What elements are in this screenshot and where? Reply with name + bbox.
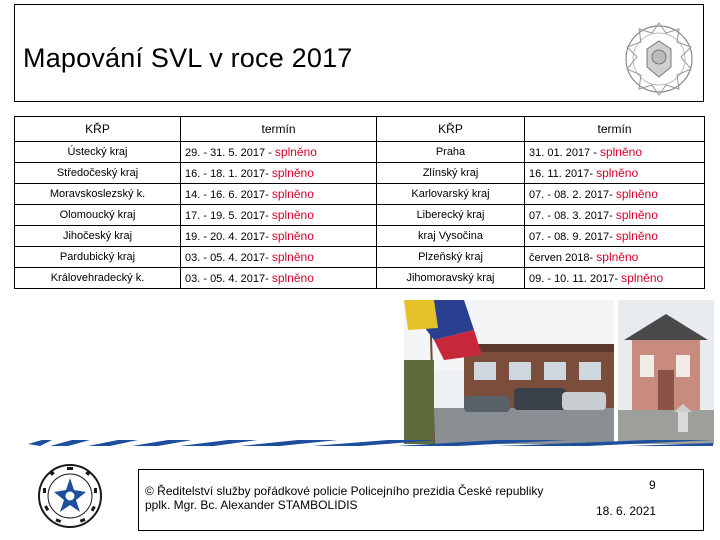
term-cell [525, 226, 705, 247]
region-cell: Plzeňský kraj [377, 247, 525, 268]
term-date: 03. - 05. 4. 2017- [185, 252, 272, 264]
term-date: 03. - 05. 4. 2017- [185, 273, 272, 285]
region-cell: Liberecký kraj [377, 205, 525, 226]
status-text: splněno [271, 271, 314, 285]
status-text: splněno [615, 187, 658, 201]
region-cell: Jihočeský kraj [15, 226, 181, 247]
footer-author: pplk. Mgr. Bc. Alexander STAMBOLIDIS [145, 498, 358, 512]
term-cell [525, 142, 705, 163]
term-date: 14. - 16. 6. 2017- [185, 189, 272, 201]
footer-date: 18. 6. 2021 [596, 504, 657, 518]
footer-box [138, 469, 704, 531]
table-row [15, 205, 705, 226]
term-date: 07. - 08. 9. 2017- [529, 231, 616, 243]
term-cell [181, 247, 377, 268]
table-row [15, 184, 705, 205]
table-row [15, 226, 705, 247]
term-date: 07. - 08. 3. 2017- [529, 210, 616, 222]
term-cell [525, 205, 705, 226]
house-photo [618, 300, 714, 444]
term-date: 09. - 10. 11. 2017- [529, 273, 622, 285]
term-date: červen 2018- [529, 252, 597, 264]
term-cell [181, 268, 377, 289]
region-cell: Moravskoslezský k. [15, 184, 181, 205]
region-cell: Zlínský kraj [377, 163, 525, 184]
status-text: splněno [599, 145, 642, 159]
term-cell [525, 163, 705, 184]
region-cell: kraj Vysočina [377, 226, 525, 247]
schedule-table [14, 116, 705, 289]
status-text: splněno [271, 208, 314, 222]
status-text: splněno [596, 250, 639, 264]
page-title: Mapování SVL v roce 2017 [23, 43, 353, 73]
emblem-icon [619, 19, 699, 99]
term-date: 16. 11. 2017- [529, 168, 597, 180]
term-cell [525, 184, 705, 205]
status-text: splněno [615, 208, 658, 222]
status-text: splněno [621, 271, 664, 285]
header-krp-2: KŘP [377, 117, 525, 142]
table-row [15, 163, 705, 184]
term-date: 07. - 08. 2. 2017- [529, 189, 616, 201]
status-text: splněno [274, 145, 317, 159]
region-cell: Jihomoravský kraj [377, 268, 525, 289]
term-cell [181, 142, 377, 163]
term-cell [181, 205, 377, 226]
table-header-row [15, 117, 705, 142]
title-box [14, 4, 704, 102]
term-date: 29. - 31. 5. 2017 - [185, 147, 275, 159]
region-cell: Olomoucký kraj [15, 205, 181, 226]
term-cell [181, 163, 377, 184]
region-cell: Karlovarský kraj [377, 184, 525, 205]
term-cell [525, 268, 705, 289]
term-date: 16. - 18. 1. 2017- [185, 168, 272, 180]
term-cell [181, 184, 377, 205]
header-termin-1: termín [181, 117, 377, 142]
region-cell: Pardubický kraj [15, 247, 181, 268]
term-cell [181, 226, 377, 247]
term-date: 19. - 20. 4. 2017- [185, 231, 272, 243]
table-row [15, 142, 705, 163]
status-text: splněno [596, 166, 639, 180]
term-date: 31. 01. 2017 - [529, 147, 600, 159]
region-cell: Královehradecký k. [15, 268, 181, 289]
status-text: splněno [271, 250, 314, 264]
table-row [15, 247, 705, 268]
status-text: splněno [271, 229, 314, 243]
police-logo-icon [36, 462, 104, 530]
header-krp-1: KŘP [15, 117, 181, 142]
status-text: splněno [615, 229, 658, 243]
status-text: splněno [271, 187, 314, 201]
street-photo [404, 300, 614, 444]
header-termin-2: termín [525, 117, 705, 142]
region-cell: Středočeský kraj [15, 163, 181, 184]
footer-copyright: © Ředitelství služby pořádkové policie Policejního prezidia České republiky [145, 484, 544, 498]
status-text: splněno [271, 166, 314, 180]
decorative-divider [28, 437, 713, 449]
region-cell: Praha [377, 142, 525, 163]
table-row [15, 268, 705, 289]
region-cell: Ústecký kraj [15, 142, 181, 163]
page-number: 9 [649, 478, 656, 492]
term-cell [525, 247, 705, 268]
term-date: 17. - 19. 5. 2017- [185, 210, 272, 222]
